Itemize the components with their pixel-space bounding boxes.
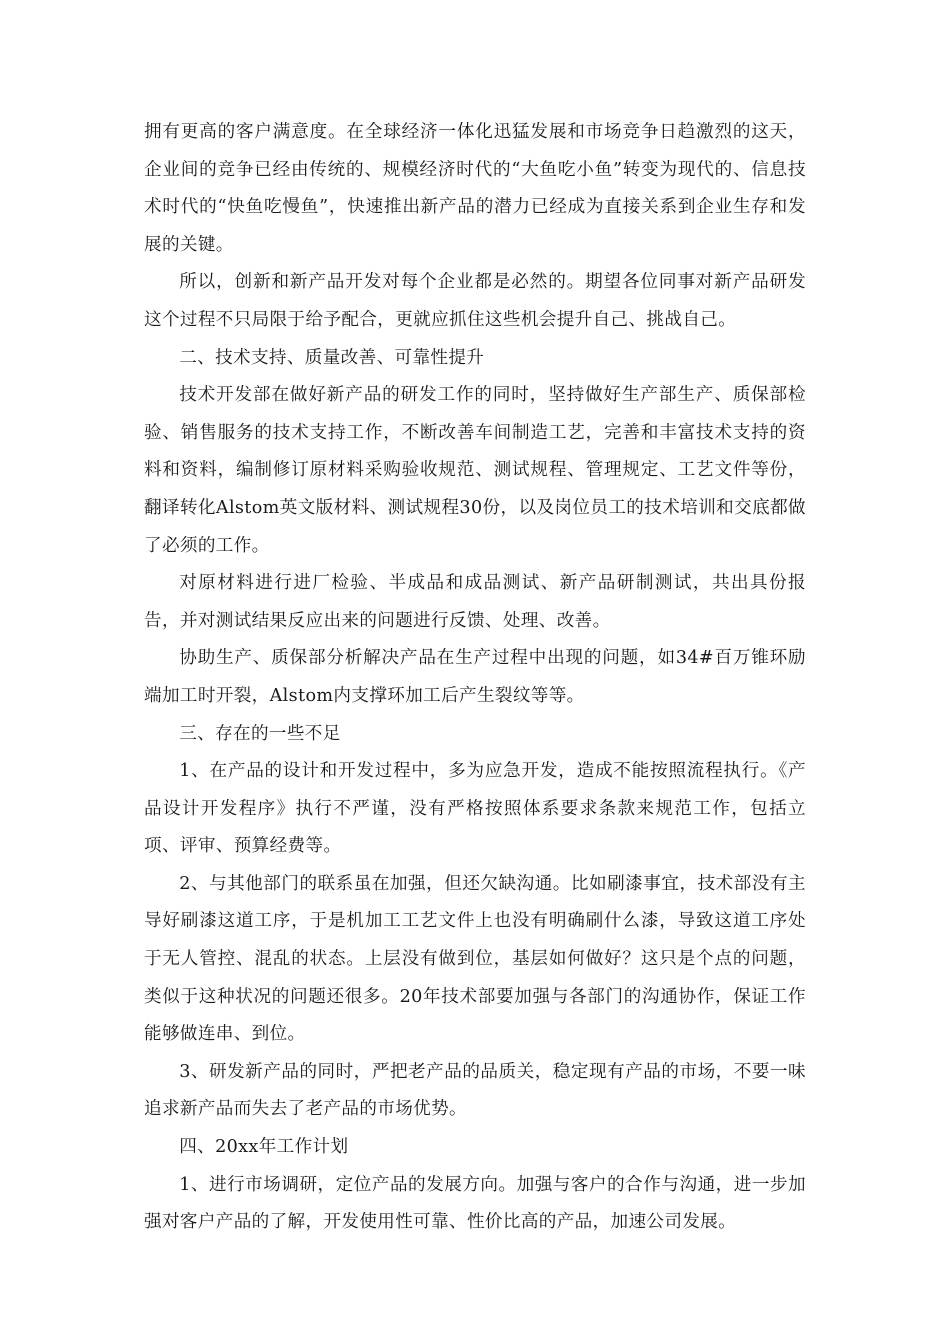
paragraph-production-assist: 协助生产、质保部分析解决产品在生产过程中出现的问题，如34#百万锥环励端加工时开裂，Alstom内支撑环加工后产生裂纹等等。 <box>144 648 806 706</box>
section-heading-technical-support: 二、技术支持、质量改善、可靠性提升 <box>179 347 485 368</box>
paragraph-tech-dev-support: 技术开发部在做好新产品的研发工作的同时，坚持做好生产部生产、质保部检验、销售服务的技术支持工作，不断改善车间制造工艺，完善和丰富技术支持的资料和资料，编制修订原材料采购验收规范、测试规程、管理规定、工艺文件等份，翻译转化Alstom英文版材料、测试规程30份，以及岗位员工的技术培训和交底都做了必须的工作。 <box>144 385 806 556</box>
paragraph-plan-1: 1、进行市场调研，定位产品的发展方向。加强与客户的合作与沟通，进一步加强对客户产品的了解，开发使用性可靠、性价比高的产品，加速公司发展。 <box>144 1174 806 1233</box>
document-page <box>144 114 806 1242</box>
paragraph-customer-satisfaction: 拥有更高的客户满意度。在全球经济一体化迅猛发展和市场竞争日趋激烈的这天，企业间的竞争已经由传统的、规模经济时代的“大鱼吃小鱼”转变为现代的、信息技术时代的“快鱼吃慢鱼”，快速推出新产品的潜力已经成为直接关系到企业生存和发展的关键。 <box>144 122 806 255</box>
section-heading-shortcomings: 三、存在的一些不足 <box>179 723 341 744</box>
paragraph-material-inspection: 对原材料进行进厂检验、半成品和成品测试、新产品研制测试，共出具份报告，并对测试结果反应出来的问题进行反馈、处理、改善。 <box>144 573 806 631</box>
section-heading-work-plan: 四、20xx年工作计划 <box>179 1137 349 1158</box>
paragraph-shortcoming-2: 2、与其他部门的联系虽在加强，但还欠缺沟通。比如刷漆事宜，技术部没有主导好刷漆这道工序，于是机加工工艺文件上也没有明确刷什么漆，导致这道工序处于无人管控、混乱的状态。上层没有做到位，基层如何做好？这只是个点的问题，类似于这种状况的问题还很多。20年技术部要加强与各部门的沟通协作，保证工作能够做连串、到位。 <box>144 873 806 1045</box>
paragraph-shortcoming-3: 3、研发新产品的同时，严把老产品的品质关，稳定现有产品的市场，不要一味追求新产品而失去了老产品的市场优势。 <box>144 1061 806 1120</box>
paragraph-innovation: 所以，创新和新产品开发对每个企业都是必然的。期望各位同事对新产品研发这个过程不只局限于给予配合，更就应抓住这些机会提升自己、挑战自己。 <box>144 272 806 330</box>
paragraph-shortcoming-1: 1、在产品的设计和开发过程中，多为应急开发，造成不能按照流程执行。《产品设计开发程序》执行不严谨，没有严格按照体系要求条款来规范工作，包括立项、评审、预算经费等。 <box>144 761 806 857</box>
